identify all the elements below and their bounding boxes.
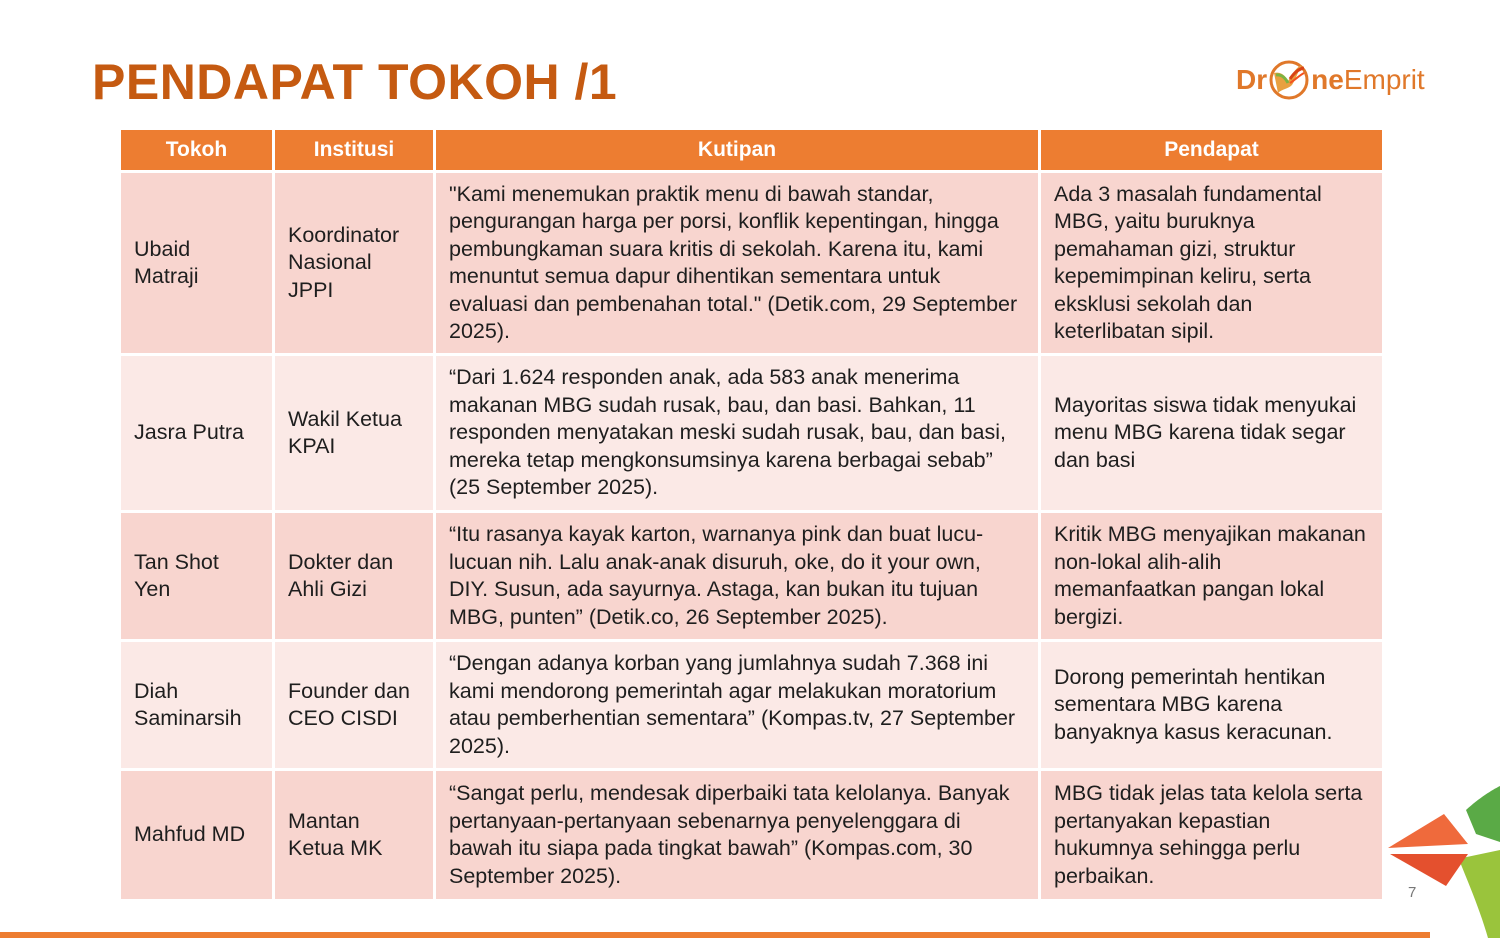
header-kutipan: Kutipan [435, 130, 1040, 172]
cell-institusi: Koordinator Nasional JPPI [274, 172, 435, 355]
cell-kutipan: "Kami menemukan praktik menu di bawah standar, pengurangan harga per porsi, konflik kepentingan, hingga pembungkaman suara kritis di sekolah. Karena itu, kami menuntut semua dapur dihentikan sementara untuk evaluasi dan pembenahan total." (Detik.com, 29 September 2025). [435, 172, 1040, 355]
cell-tokoh: Diah Saminarsih [120, 641, 274, 770]
cell-tokoh: Ubaid Matraji [120, 172, 274, 355]
cell-pendapat: Dorong pemerintah hentikan sementara MBG karena banyaknya kasus keracunan. [1040, 641, 1384, 770]
cell-kutipan: “Dari 1.624 responden anak, ada 583 anak menerima makanan MBG sudah rusak, bau, dan basi. Bahkan, 11 responden menyatakan meski sudah rusak, bau, dan basi, mereka tetap mengkonsumsinya karena berbagai sebab” (25 September 2025). [435, 355, 1040, 512]
header-tokoh: Tokoh [120, 130, 274, 172]
page-title: PENDAPAT TOKOH /1 [92, 54, 618, 110]
header-pendapat: Pendapat [1040, 130, 1384, 172]
drone-emprit-bird-icon [1268, 59, 1310, 101]
cell-pendapat: Ada 3 masalah fundamental MBG, yaitu buruknya pemahaman gizi, struktur kepemimpinan keliru, serta eksklusi sekolah dan keterlibatan sipil. [1040, 172, 1384, 355]
logo-text-part2: ne [1311, 64, 1344, 95]
logo-text-part1: Dr [1236, 64, 1268, 95]
cell-institusi: Founder dan CEO CISDI [274, 641, 435, 770]
cell-kutipan: “Itu rasanya kayak karton, warnanya pink dan buat lucu-lucuan nih. Lalu anak-anak disuruh, oke, do it your own, DIY. Susun, ada sayurnya. Astaga, kan bukan itu tujuan MBG, punten” (Detik.co, 26 September 2025). [435, 512, 1040, 641]
cell-institusi: Dokter dan Ahli Gizi [274, 512, 435, 641]
header-institusi: Institusi [274, 130, 435, 172]
cell-kutipan: “Dengan adanya korban yang jumlahnya sudah 7.368 ini kami mendorong pemerintah agar melakukan moratorium atau pemberhentian sementara” (Kompas.tv, 27 September 2025). [435, 641, 1040, 770]
corner-decoration-icon [1384, 770, 1500, 938]
cell-kutipan: “Sangat perlu, mendesak diperbaiki tata kelolanya. Banyak pertanyaan-pertanyaan sebenarnya penyelenggara di bawah itu siapa pada tingkat bawah” (Kompas.com, 30 September 2025). [435, 770, 1040, 901]
cell-pendapat: MBG tidak jelas tata kelola serta pertanyakan kepastian hukumnya sehingga perlu perbaikan. [1040, 770, 1384, 901]
cell-tokoh: Jasra Putra [120, 355, 274, 512]
cell-tokoh: Tan Shot Yen [120, 512, 274, 641]
drone-emprit-logo [1236, 52, 1425, 108]
table-row [120, 172, 1384, 355]
cell-institusi: Wakil Ketua KPAI [274, 355, 435, 512]
opinion-table [118, 130, 1385, 902]
table-row [120, 512, 1384, 641]
logo-text-part3: Emprit [1343, 64, 1425, 95]
cell-institusi: Mantan Ketua MK [274, 770, 435, 901]
cell-tokoh: Mahfud MD [120, 770, 274, 901]
page-number: 7 [1408, 884, 1417, 901]
cell-pendapat: Mayoritas siswa tidak menyukai menu MBG karena tidak segar dan basi [1040, 355, 1384, 512]
cell-pendapat: Kritik MBG menyajikan makanan non-lokal alih-alih memanfaatkan pangan lokal bergizi. [1040, 512, 1384, 641]
table-row [120, 641, 1384, 770]
table-row [120, 355, 1384, 512]
table-row [120, 770, 1384, 901]
table-header-row [120, 130, 1384, 172]
bottom-accent-bar [0, 932, 1430, 938]
